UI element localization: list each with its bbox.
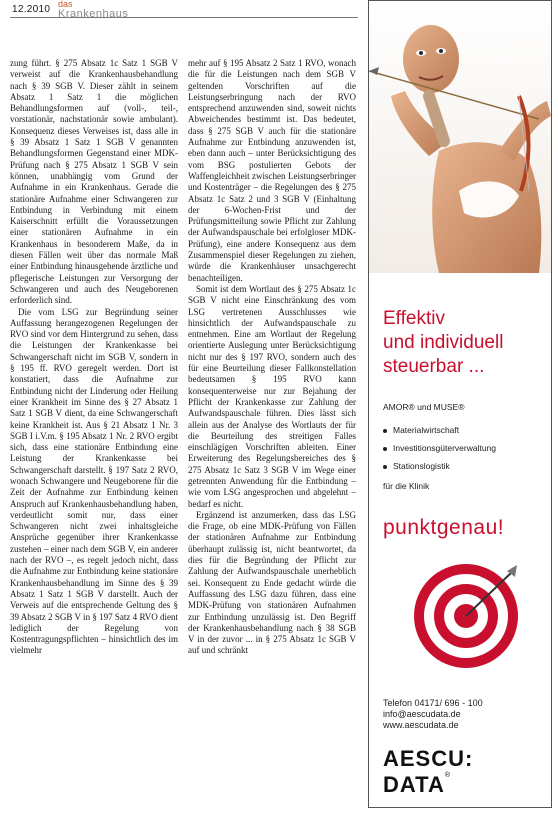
ad-headline-line: und individuell [383, 332, 504, 353]
logo-right: DATA [383, 772, 445, 797]
ad-for-clinic: für die Klinik [383, 481, 430, 491]
list-item-label: Investitionsgüterverwaltung [393, 443, 497, 453]
ad-feature-list [383, 421, 496, 475]
ad-email[interactable]: info@aescudata.de [383, 709, 461, 719]
ad-phone: Telefon 04171/ 696 - 100 [383, 698, 483, 708]
bullet-icon [383, 447, 387, 451]
list-item-label: Stationslogistik [393, 461, 450, 471]
article-paragraph: zung führt. § 275 Absatz 1c Satz 1 SGB V verweist auf die Krankenhausbehandlung nach § 39 SGB V. Dieser zählt in seinem Absatz 1 Satz 1 die möglichen Behandlungsformen auf (voll-, teil-, vorstationär, nachstationär sowie ambulant). Konsequenz dieses Verweises ist, dass alle in § 39 Absatz 1 Satz 1 SGB V genannten Behandlungsformen Gegenstand einer MDK-Prüfung nach § 275 Absatz 1 SGB V sein können, unabhängig vom Grund der Aufnahme in ein Krankenhaus. Gerade die stationäre Aufnahme einer Schwangeren zur Entbindung in Verbindung mit einem Kaiserschnitt erfüllt die Voraussetzungen einer stationären Aufnahme in ein Krankenhaus in besonderem Maße, da in diesen Fällen weit über das normale Maß einer Entbindung hinausgehende ärztliche und pflegerische Leistungen zur Versorgung der Schwangeren und auch des Neugeborenen erforderlich sind. [10, 58, 178, 306]
list-item [383, 457, 496, 475]
article-paragraph: Somit ist dem Wortlaut des § 275 Absatz 1c SGB V nicht eine Einschränkung des vom LSG vertretenen Ausschlusses wie hinsichtlich der Aufwandspauschale zu entnehmen. Eine am Wortlaut der Regelung orientierte Auslegung unter Berücksichtigung nicht nur des § 197 RVO, sondern auch des für eine Beurteilung dieser Fallkonstellation bedeutsamen § 195 RVO kann konsequenterweise nur zur Bejahung der Pflicht der Krankenkasse zur Zahlung der Aufwandspauschale führen. Dies lässt sich allein aus der Analyse des Wortlauts der für die Beurteilung des streitigen Falles einschlägigen Vorschriften ableiten. Einer Erweiterung des Regelungsbereiches des § 275 Absatz 1c Satz 3 SGB V im Wege einer getrennten Anwendung für die Entbindung – wie vom LSG angesprochen und abgelehnt – bedarf es nicht. [188, 283, 356, 509]
advertisement [368, 0, 552, 808]
header-rule [10, 17, 358, 18]
archer-illustration [369, 1, 551, 273]
logo-left: AESCU [383, 746, 466, 771]
article-column-1 [10, 58, 178, 810]
article-paragraph: Die vom LSG zur Begründung seiner Auffassung herangezogenen Regelungen der RVO sind vor dem Hintergrund zu sehen, dass die Leistungen der Krankenkasse bei Schwangerschaft nicht im SGB V, sondern in § 195 ff. RVO geregelt werden. Dort ist konstatiert, dass die Aufnahme zur Entbindung nicht der Linderung oder Heilung einer Krankheit im Sinne des § 27 Absatz 1 Satz 1 SGB V dient, da eine Schwangerschaft keine Krankheit ist. Aus § 21 Absatz 1 Nr. 3 SGB I i.V.m. § 195 Absatz 1 Nr. 2 RVO ergibt sich, dass eine stationäre Entbindung eine Leistung der Krankenkasse bei Schwangerschaft darstellt. § 197 Satz 2 RVO, wonach Schwangere und Neugeborene für die Zeit der Aufnahme zur Entbindung keinen Anspruch auf Krankenhausbehandlung haben, verdeutlicht somit nur, dass einer Schwangeren nicht zwei inhaltsgleiche Ansprüche gegenüber ihrer Krankenkasse zustehen – einer nach dem SGB V, ein anderer nach der RVO –, es regelt jedoch nicht, dass die Aufnahme zur Entbindung keine stationäre Krankenhausbehandlung im Sinne des § 39 Absatz 1 Satz 1 SGB V darstellt. Auch der Verweis auf die entsprechende Geltung des § 39 Absatz 2 SGB V in § 197 Satz 4 RVO dient lediglich der Regelung von Kostentragungspflichten – hinsichtlich des im vielmehr [10, 306, 178, 656]
archer-photo [369, 1, 551, 273]
bullet-icon [383, 465, 387, 469]
ad-headline [383, 307, 549, 379]
page-header [10, 0, 358, 22]
logo-registered: ® [444, 772, 452, 779]
magazine-name-big: Krankenhaus [58, 8, 129, 20]
issue-date: 12.2010 [12, 4, 51, 15]
ad-contact [383, 698, 483, 731]
magazine-name-small: das [58, 0, 73, 9]
list-item [383, 421, 496, 439]
ad-headline-line: Effektiv [383, 308, 445, 329]
bullet-icon [383, 429, 387, 433]
article-paragraph: Ergänzend ist anzumerken, dass das LSG die Frage, ob eine MDK-Prüfung von Fällen der stationären Aufnahme zur Entbindung überhaupt zulässig ist, nicht beantwortet, da dies für die Begründung der Pflicht zur Zahlung der Aufwandspauschale unerheblich sei. Konsequent zu Ende gedacht würde die Auffassung des LSG dazu führen, dass eine MDK-Prüfung von stationären Aufnahmen zur Entbindung unzulässig ist. Den Begriff der Krankenhausbehandlung nach § 38 SGB V in der zuvor ... in § 275 Absatz 1c SGB V auf und schränkt [188, 509, 356, 656]
aescudata-logo [383, 746, 543, 797]
ad-slogan: punktgenau! [383, 516, 505, 539]
list-item [383, 439, 496, 457]
ad-website[interactable]: www.aescudata.de [383, 720, 459, 730]
ad-products: AMOR® und MUSE® [383, 402, 465, 412]
article-column-2 [188, 58, 356, 810]
logo-separator-icon: : [465, 746, 474, 771]
article-paragraph: mehr auf § 195 Absatz 2 Satz 1 RVO, wonach die für die Leistungen nach dem SGB V geltenden Vorschriften auf die Leistungserbringung nach der RVO entsprechend anzuwenden sind, soweit nichts Abweichendes bestimmt ist. Das bedeutet, dass § 275 SGB V auch für die stationäre Aufnahme zur Entbindung anzuwenden ist, eben dann auch – unter Berücksichtigung des vom BSG postulierten Gebots der Waffengleichheit zwischen Leistungserbringer und Kostenträger – die Regelungen des § 275 Absatz 1c Satz 2 und 3 SGB V (Einhaltung der 6-Wochen-Frist und der Prüfungsmitteilung sowie Pflicht zur Zahlung der Aufwandspauschale bei erfolgloser MDK-Prüfung), eine andere Konsequenz aus dem Zusammenspiel dieser Regelungen zu ziehen, würde die Krankenhäuser unsachgerecht benachteiligen. [188, 58, 356, 283]
ad-headline-line: steuerbar ... [383, 356, 485, 377]
target-icon [411, 561, 521, 671]
list-item-label: Materialwirtschaft [393, 425, 460, 435]
